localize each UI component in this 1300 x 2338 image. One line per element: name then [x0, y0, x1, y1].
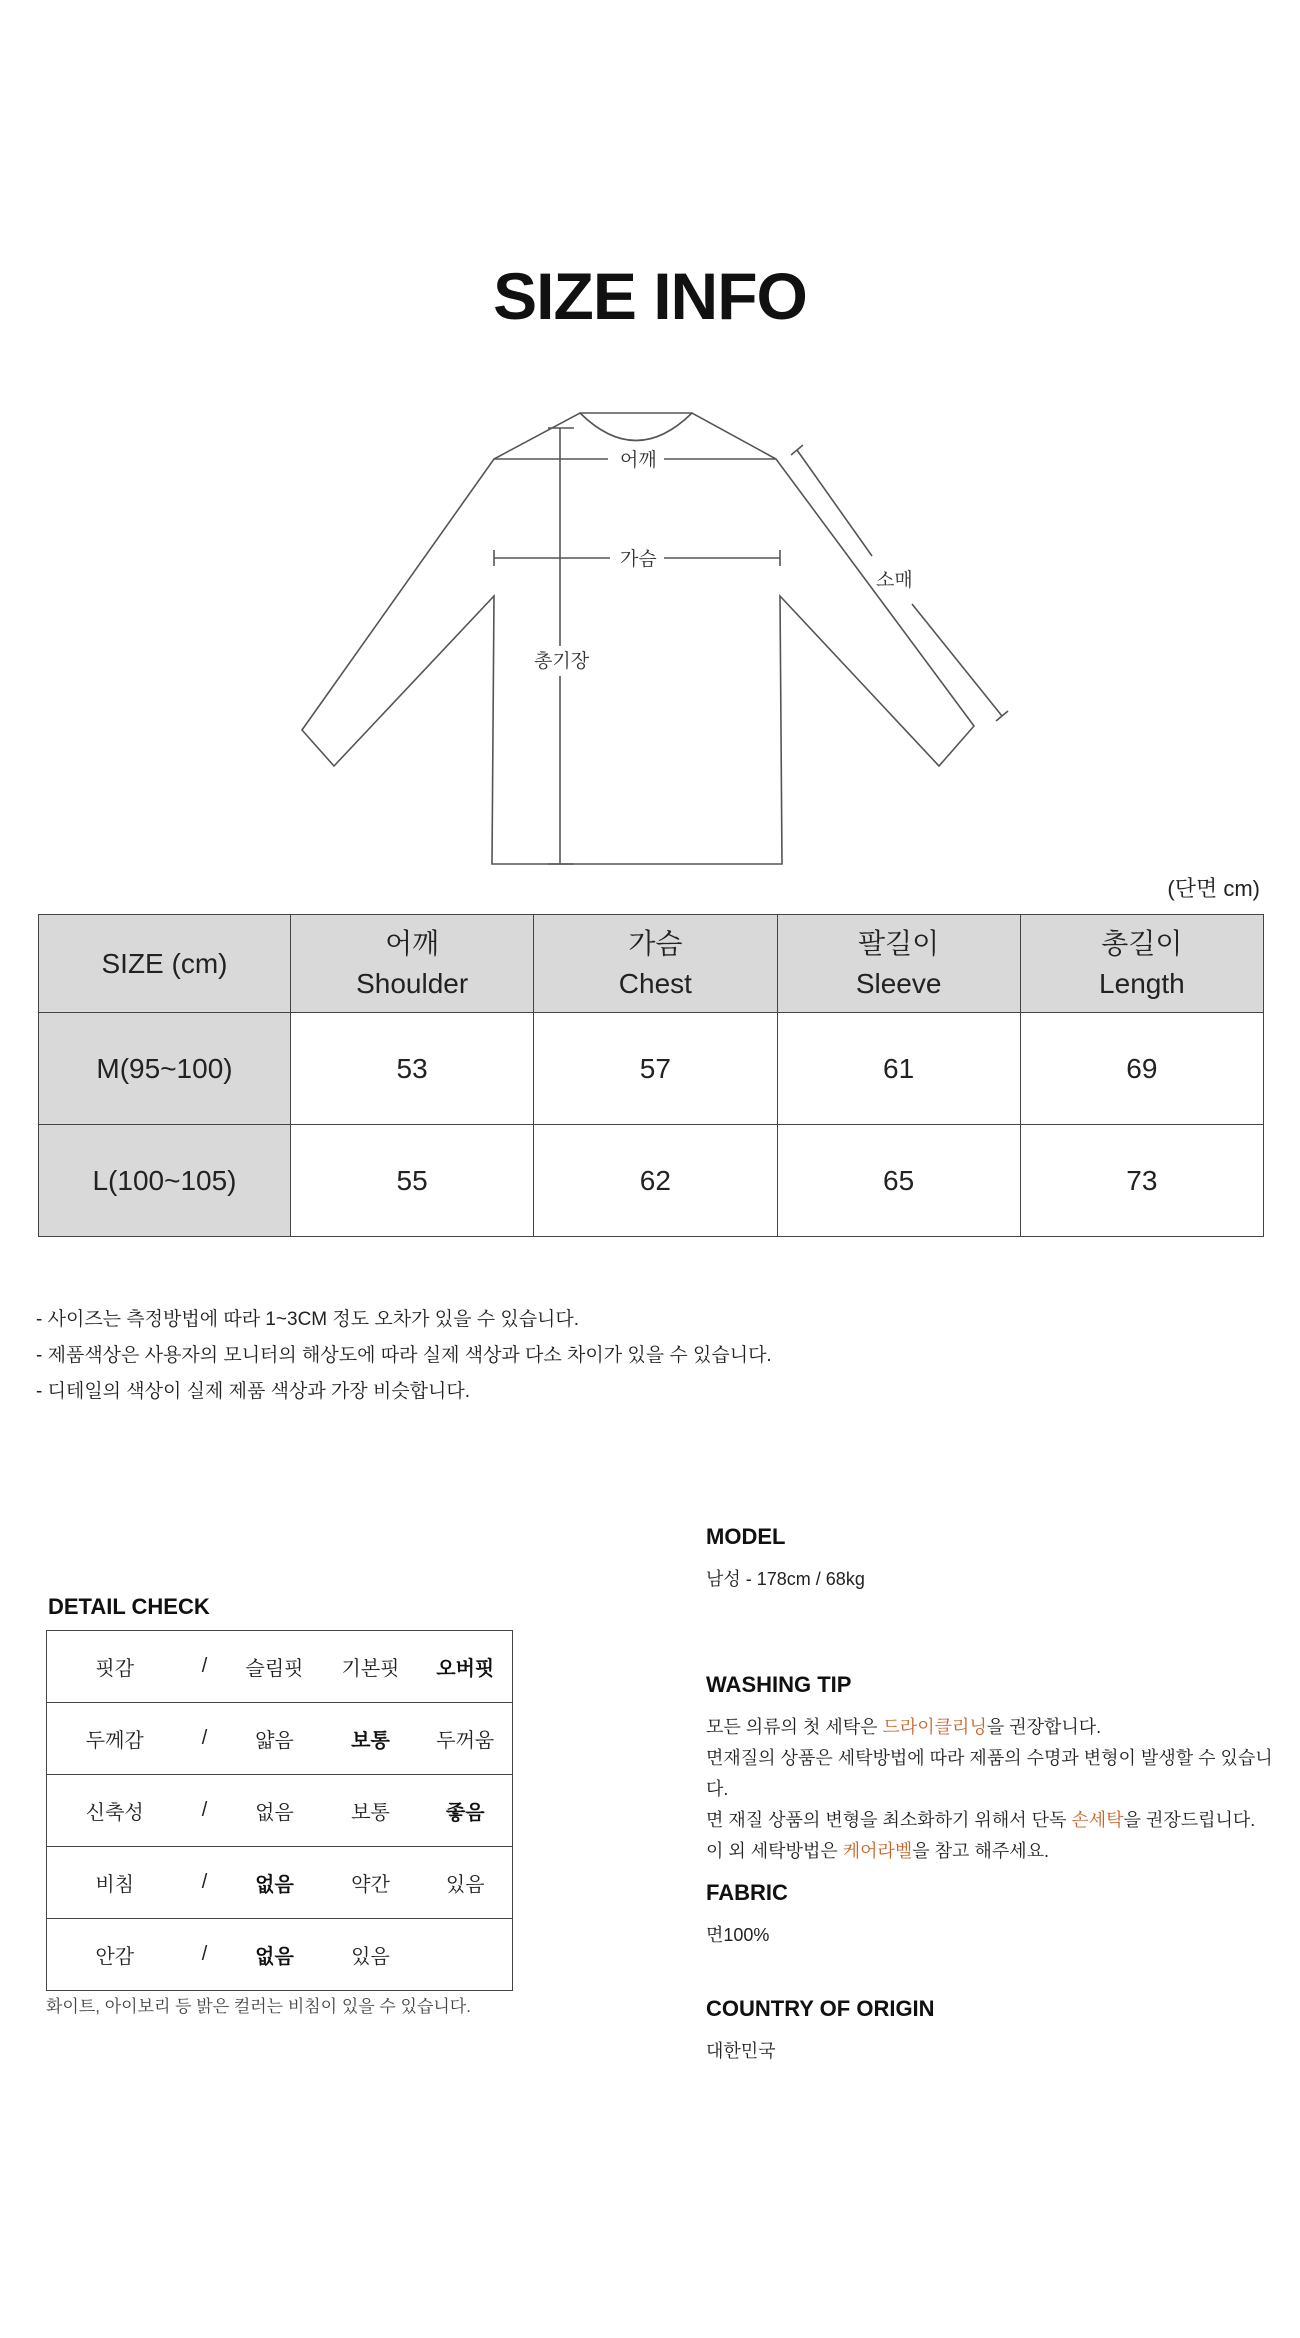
neckline [580, 413, 692, 441]
detail-note: 화이트, 아이보리 등 밝은 컬러는 비침이 있을 수 있습니다. [46, 1997, 471, 2016]
detail-row [47, 1775, 513, 1847]
washing-line: 모든 의류의 첫 세탁은 드라이클리닝을 권장합니다. [706, 1717, 1102, 1737]
note-line: - 사이즈는 측정방법에 따라 1~3CM 정도 오차가 있을 수 있습니다. [36, 1309, 580, 1330]
detail-separator: / [201, 1799, 208, 1821]
size-cell: 62 [534, 1125, 777, 1237]
size-cell: 57 [534, 1013, 777, 1125]
detail-option: 있음 [445, 1874, 485, 1896]
size-cell: 55 [291, 1125, 534, 1237]
fabric-title: FABRIC [706, 1880, 788, 1905]
page-title: SIZE INFO [493, 259, 807, 333]
table-row [39, 1125, 1264, 1237]
washing-line: 면재질의 상품은 세탁방법에 따라 제품의 수명과 변형이 발생할 수 있습니다. [706, 1748, 1273, 1799]
model-title: MODEL [706, 1524, 786, 1549]
detail-option: 없음 [255, 1946, 294, 1968]
detail-option: 보통 [351, 1802, 390, 1824]
detail-option: 없음 [255, 1802, 294, 1824]
detail-option: 있음 [351, 1946, 390, 1968]
origin-text: 대한민국 [706, 2041, 776, 2061]
garment-outline [302, 413, 974, 864]
size-label: M(95~100) [39, 1013, 291, 1125]
size-cell: 53 [291, 1013, 534, 1125]
highlight-care-label: 케어라벨 [842, 1841, 913, 1861]
header-shoulder: 어깨 Shoulder [291, 915, 534, 1013]
detail-option: 오버핏 [436, 1658, 495, 1680]
header-chest: 가슴 Chest [534, 915, 777, 1013]
detail-row [47, 1631, 513, 1703]
size-cell: 73 [1020, 1125, 1263, 1237]
detail-option: 슬림핏 [245, 1658, 304, 1680]
size-table [38, 914, 1264, 1237]
size-label: L(100~105) [39, 1125, 291, 1237]
fabric-text: 면100% [706, 1925, 770, 1945]
length-label: 총기장 [534, 650, 590, 672]
chest-label: 가슴 [620, 548, 657, 570]
unit-note: (단면 cm) [1167, 876, 1260, 901]
washing-title: WASHING TIP [706, 1672, 852, 1697]
washing-line: 이 외 세탁방법은 케어라벨을 참고 해주세요. [706, 1841, 1049, 1861]
detail-option: 얇음 [255, 1730, 294, 1752]
detail-option: 없음 [255, 1874, 294, 1896]
highlight-dry-cleaning: 드라이클리닝 [882, 1717, 987, 1737]
detail-label: 핏감 [95, 1658, 135, 1680]
header-length: 총길이 Length [1020, 915, 1263, 1013]
shoulder-label: 어깨 [620, 449, 657, 471]
sleeve-label: 소매 [876, 569, 913, 591]
detail-label: 두께감 [85, 1730, 144, 1752]
fabric-section [706, 1880, 1276, 1951]
detail-option: 약간 [351, 1874, 390, 1896]
table-row [39, 1013, 1264, 1125]
washing-line: 면 재질 상품의 변형을 최소화하기 위해서 단독 손세탁을 권장드립니다. [706, 1810, 1256, 1830]
size-cell: 69 [1020, 1013, 1263, 1125]
size-header-row [39, 915, 1264, 1013]
model-text: 남성 - 178cm / 68kg [706, 1569, 865, 1589]
detail-separator: / [201, 1655, 208, 1677]
size-cell: 61 [777, 1013, 1020, 1125]
washing-section [706, 1672, 1276, 1867]
detail-label: 비침 [95, 1874, 135, 1896]
detail-option: 두꺼움 [436, 1730, 495, 1752]
detail-separator: / [201, 1727, 208, 1749]
detail-separator: / [201, 1943, 208, 1965]
detail-label: 신축성 [85, 1802, 144, 1824]
detail-separator: / [201, 1871, 208, 1893]
sleeve-line [797, 450, 872, 556]
size-cell: 65 [777, 1125, 1020, 1237]
detail-row [47, 1703, 513, 1775]
highlight-hand-wash: 손세탁 [1071, 1810, 1124, 1830]
detail-row [47, 1847, 513, 1919]
garment-diagram [0, 0, 1300, 900]
detail-row [47, 1919, 513, 1991]
detail-check-table [46, 1630, 513, 1991]
size-notes [36, 1302, 772, 1410]
detail-option: 보통 [351, 1730, 390, 1752]
detail-option: 좋음 [445, 1802, 485, 1824]
note-line: - 디테일의 색상이 실제 제품 색상과 가장 비슷합니다. [36, 1381, 470, 1402]
detail-option: 기본핏 [341, 1658, 400, 1680]
detail-label: 안감 [95, 1946, 135, 1968]
origin-title: COUNTRY OF ORIGIN [706, 1996, 935, 2021]
model-section [706, 1524, 1276, 1595]
origin-section [706, 1996, 1276, 2067]
detail-option [419, 1919, 513, 1991]
detail-check-title: DETAIL CHECK [48, 1594, 210, 1619]
note-line: - 제품색상은 사용자의 모니터의 해상도에 따라 실제 색상과 다소 차이가 있을 수 있습니다. [36, 1345, 772, 1366]
size-corner: SIZE (cm) [39, 915, 291, 1013]
header-sleeve: 팔길이 Sleeve [777, 915, 1020, 1013]
